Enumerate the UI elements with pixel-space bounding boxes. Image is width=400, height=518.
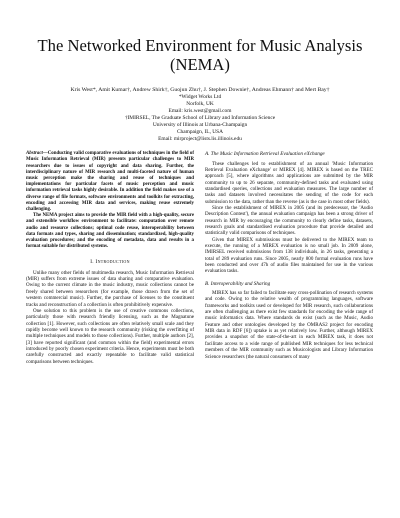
body-paragraph: Since the establishment of MIREX in 2005 (and its predecessor, the 'Audio Description Contest'), the annual evaluation campaign has been a strong driver of research in MIR by encouraging the community to clearly define tasks, datasets, research goals and standardised evaluation procedure that provide detailed and statistically valid comparisons of techniques. — [205, 204, 373, 237]
affiliation-imirsel — [26, 115, 374, 143]
two-column-body — [26, 151, 374, 365]
subsection-heading-interoperability: B. Interoperability and Sharing — [205, 280, 271, 287]
affiliation-widget-works — [26, 94, 374, 115]
abstract-label: Abstract — [26, 151, 43, 157]
right-column — [205, 151, 373, 365]
affiliation-line: Norfolk, UK — [186, 101, 214, 108]
paper-title: The Networked Environment for Music Analysis (NEMA) — [37, 36, 363, 74]
body-paragraph: These challenges led to establishment of an annual 'Music Information Retrieval Evaluation eXchange' or MIREX [4]. MIREX is based on the TREC approach [5], where algorithms and applications are submitted by the MIR community to up to 26 separate, community-defined tasks and evaluated using standardised queries, collections and evaluation measures. The large number of tasks and datasets involved necessitates the sending of the code for each submission to the data, rather than the reverse (as is the case in most other fields). — [205, 160, 373, 205]
abstract-paragraph — [26, 151, 194, 213]
body-paragraph: MIREX has so far failed to facilitate easy cross-pollination of research systems and code. Owing to the relative wealth of programming languages, software frameworks and toolkits used or developed for MIR research, such collaborations are often challenging as there exist few standards for encoding the wide range of music informatics data. Where standards do exist (such as the Music, Audio Feature and other ontologies developed by the OMRAS2 project for encoding MIR data in RDF [6]) uptake is as yet relatively low. Further, although MIREX provides a snapshot of the state-of-the-art in each MIREX task, it does not facilitate access to a wide range of published MIR techniques for less technical members of the MIR community such as Musicologists and Library Information Science researchers (the natural consumers of many — [205, 290, 373, 360]
abstract — [26, 151, 194, 250]
abstract-text: —Conducting valid comparative evaluations of techniques in the field of Music Information Retrieval (MIR) presents particular challenges to MIR researchers due to issues of copyright and data sharing. Further, the interdisciplinary nature of MIR research and multi-faceted nature of human music perception make the sharing and reuse of techniques and implementations for particular facets of music perception and music information retrieval tasks highly desirable. In addition the field makes use of a diverse range of file formats, software environments and toolkits for extracting, encoding and accessing MIR data and services, making reuse extremely challenging. — [26, 151, 194, 213]
intro-paragraph: Unlike many other fields of multimedia research, Music Information Retrieval (MIR) suffers from extreme issues of data sharing and comparative evaluation. Owing to the current climate in the music industry, music collections cannot be freely shared between researchers (for example, those drawn from the set of western commercial music). Further, the purchase of licenses to the constituent tracks and reconstruction of a collection is often prohibitively expensive. — [26, 269, 194, 308]
abstract-paragraph-2: The NEMA project aims to provide the MIR field with a high-quality, secure and extensible workflow environment to facilitate: computation over remote audio and resource collections; optimal code reuse, interoperability between data formats and types, sharing and dissemination; standardized, high-quality evaluation procedures; and the encoding of metadata, data and results in a format suitable for distributed systems. — [26, 213, 194, 250]
author-list: Kris West*, Amit Kumar†, Andrew Shirk†, Guojun Zhu†, J. Stephen Downie†, Andreas Ehmann† and Mert Bay† — [70, 87, 330, 93]
affiliation-line: University of Illinois at Urbana-Champaign — [152, 122, 248, 129]
body-paragraph: Given that MIREX submissions must be delivered to the MIREX team to execute, the running of a MIREX evaluation is no small job. In 2009 alone, IMIRSEL received submissions from 138 individuals, in 26 tasks, generating a total of 289 evaluation runs. Since 2005, nearly 800 formal evaluation runs have been conducted and over 47h of audio files maintained for use in the various evaluation tasks. — [205, 236, 373, 275]
affiliation-email: Email: kris.west@gmail.com — [168, 108, 232, 115]
affiliation-line: †IMIRSEL, The Graduate School of Library and Information Science — [124, 115, 276, 122]
affiliation-email: Email: mirproject@lists.lis.illinois.edu — [158, 136, 242, 143]
affiliation-line: *Widget Works Ltd — [178, 94, 222, 101]
section-heading-introduction: I. Introduction — [90, 259, 130, 266]
intro-paragraph: One solution to this problem is the use of creative commons collections, particularly those with research friendly licensing, such as the Magnatune collection [1]. However, such collections are often relatively small scale and they rapidly become well known to the research community (risking the overfitting of multiple techniques and models to those collections). Further, multiple authors [2], [3] have reported significant (and common within the field) experimental errors introduced by poorly chosen experiment criteria. Hence, experiments must be both carefully constructed and exactly repeatable to facilitate valid statistical comparisons between techniques. — [26, 307, 194, 365]
left-column — [26, 151, 194, 365]
affiliation-line: Champaign, IL, USA — [176, 129, 224, 136]
subsection-heading-mirex: A. The Music Information Retrieval Evaluation eXchange — [205, 151, 325, 158]
